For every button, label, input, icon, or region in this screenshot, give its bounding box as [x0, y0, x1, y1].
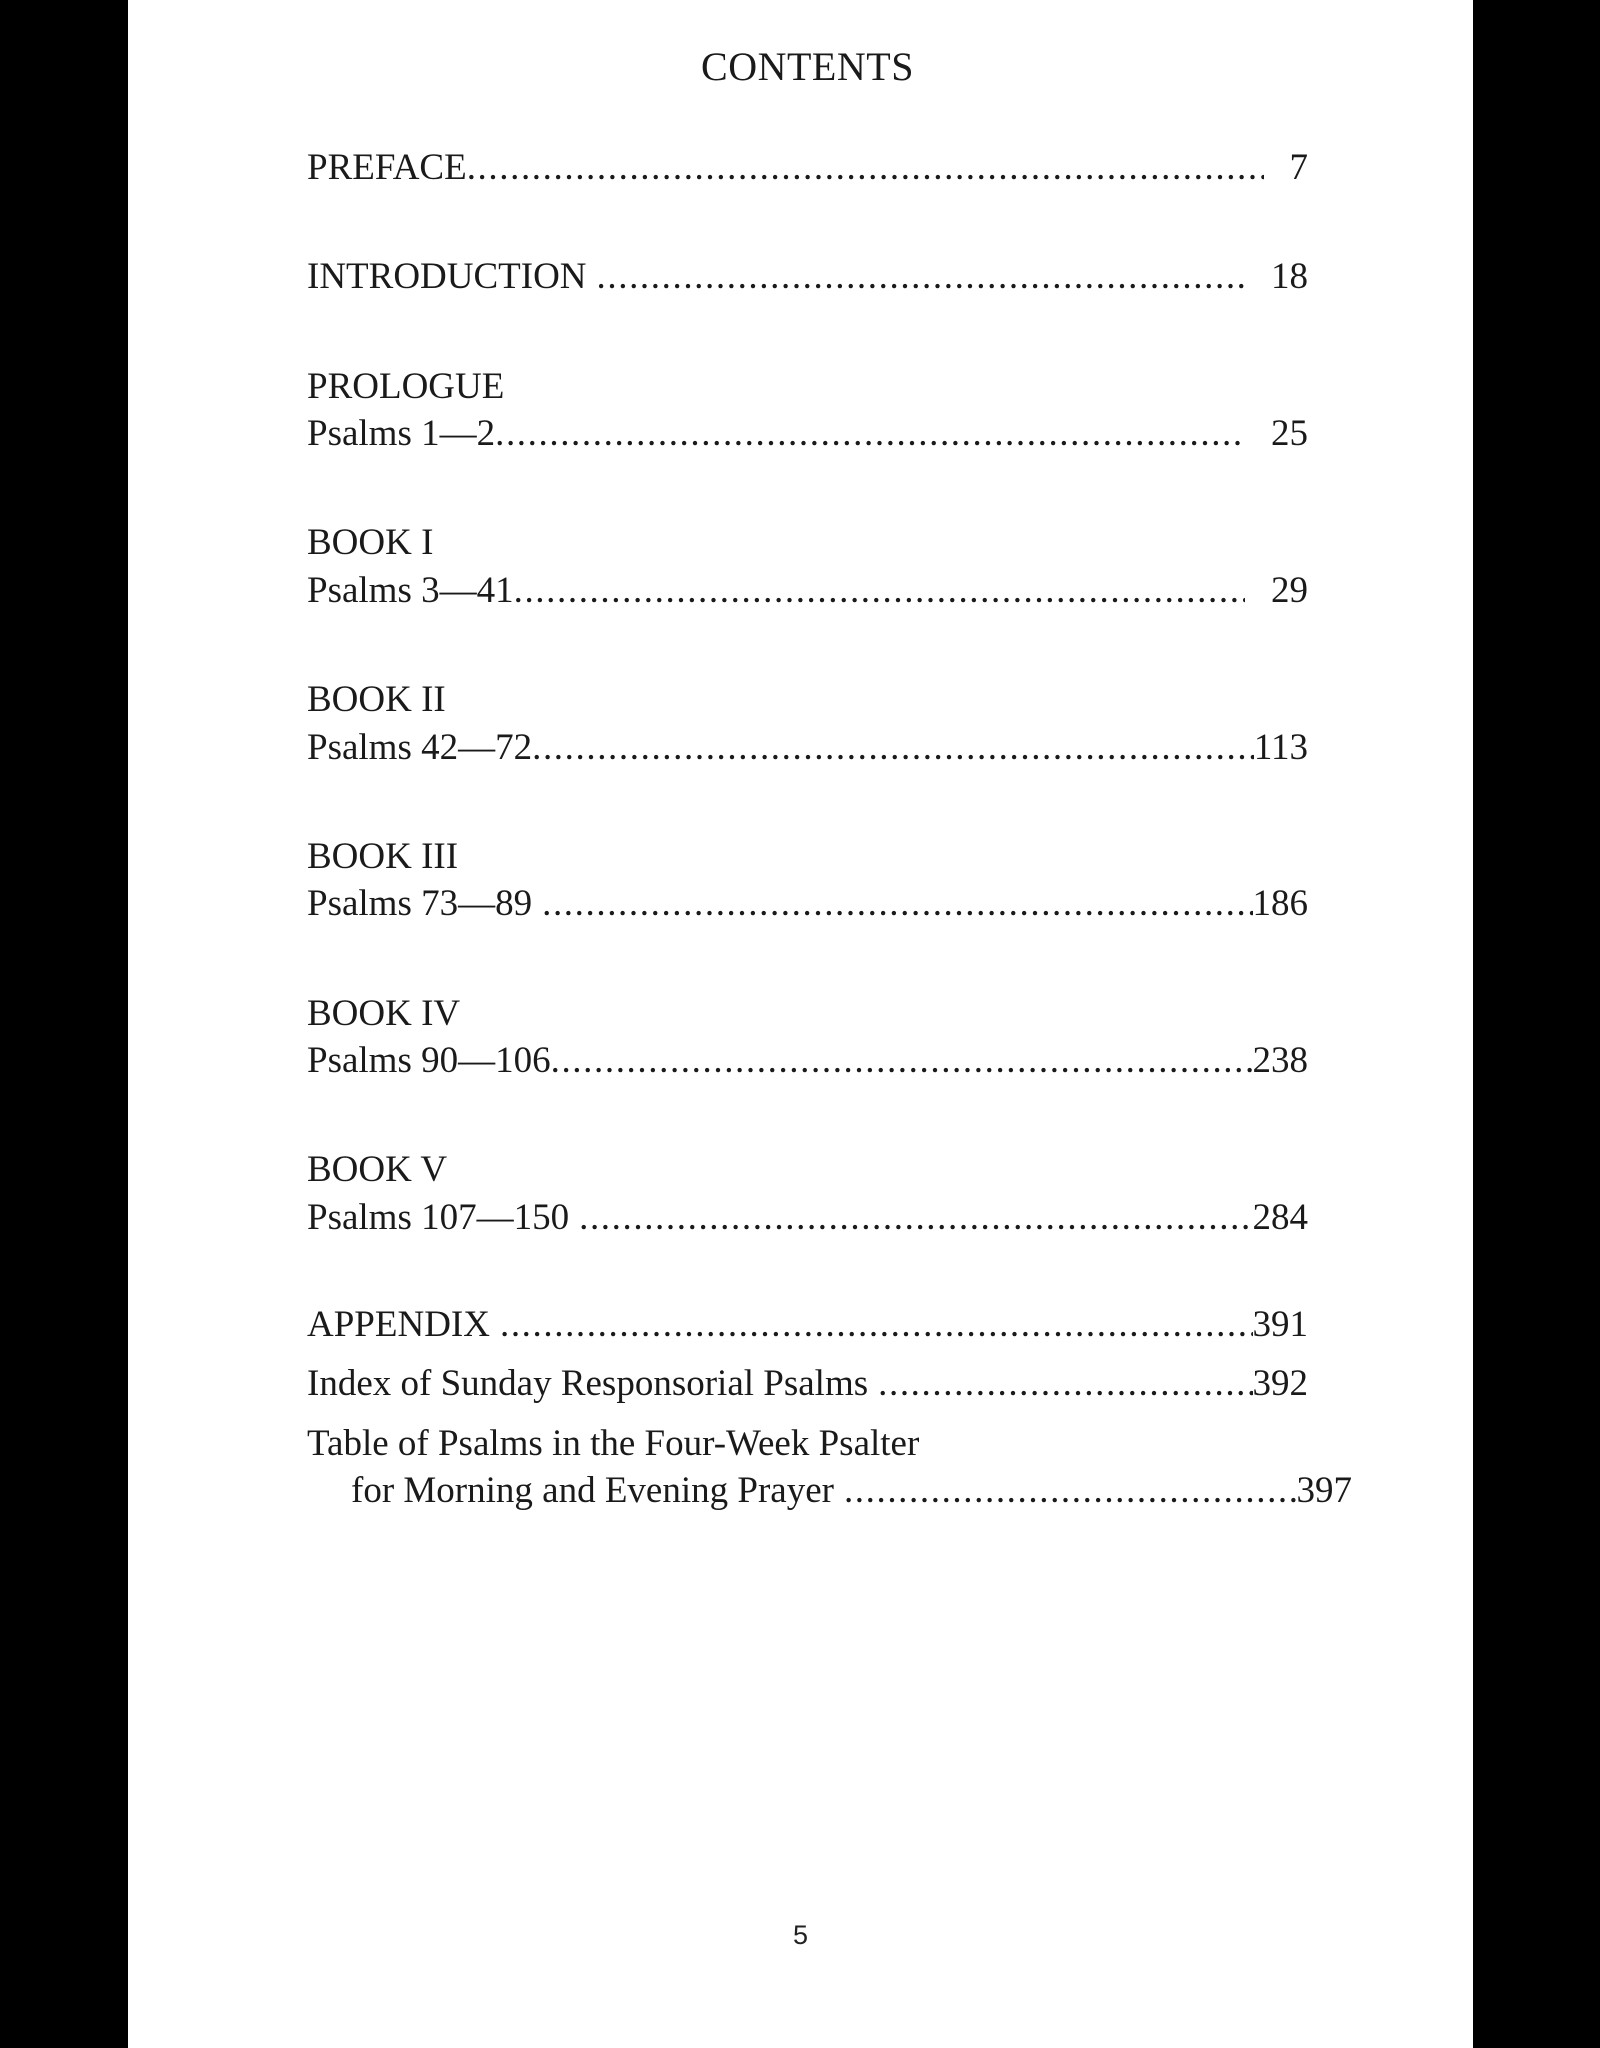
toc-entry-prologue — [307, 363, 1308, 458]
toc-entry-preface — [307, 144, 1308, 191]
folio-page-number: 5 — [792, 1920, 809, 1950]
toc-entry-introduction — [307, 253, 1308, 300]
toc-label-table-of-psalms-line1: Table of Psalms in the Four-Week Psalter — [307, 1422, 920, 1464]
toc-row-book-v[interactable] — [307, 1194, 1308, 1241]
leader-dots — [532, 724, 1254, 771]
toc-heading-book-i: BOOK I — [307, 522, 434, 564]
leader-dots — [878, 1360, 1252, 1407]
toc-entry-book-iv — [307, 990, 1308, 1085]
toc-page-book-ii: 113 — [1253, 726, 1308, 768]
toc-page-introduction: 18 — [1271, 256, 1308, 298]
toc-row-prologue[interactable] — [307, 410, 1308, 457]
toc-heading-book-iii: BOOK III — [307, 835, 459, 877]
toc-entry-book-iii — [307, 833, 1308, 928]
toc-entry-book-ii — [307, 676, 1308, 771]
toc-label-appendix: APPENDIX — [307, 1304, 490, 1346]
toc-label-table-of-psalms-line2: for Morning and Evening Prayer — [351, 1470, 834, 1512]
toc-page-book-iii: 186 — [1252, 883, 1308, 925]
toc-heading-book-ii: BOOK II — [307, 679, 446, 721]
toc-label-book-iv: Psalms 90—106 — [307, 1039, 551, 1081]
toc-heading-book-v: BOOK V — [307, 1149, 448, 1191]
leader-dots — [514, 567, 1245, 614]
toc-label-prologue: Psalms 1—2 — [307, 413, 496, 455]
toc-page-book-v: 284 — [1252, 1196, 1308, 1238]
toc-page-table-of-psalms-four-week-psalter: 397 — [1296, 1470, 1352, 1512]
toc-label-book-ii: Psalms 42—72 — [307, 726, 533, 768]
toc-entry-appendix — [307, 1301, 1308, 1348]
toc-page-index-sunday-responsorial-psalms: 392 — [1252, 1363, 1308, 1405]
toc-label-book-v: Psalms 107—150 — [307, 1196, 570, 1238]
leader-dots — [844, 1467, 1297, 1514]
toc-entry-table-of-psalms-four-week-psalter — [307, 1420, 1352, 1515]
toc-row-index-sunday-responsorial-psalms[interactable] — [307, 1360, 1308, 1407]
table-of-contents-list — [307, 144, 1352, 1514]
toc-page-book-iv: 238 — [1252, 1039, 1308, 1081]
toc-label-index-sunday-responsorial-psalms: Index of Sunday Responsorial Psalms — [307, 1363, 869, 1405]
toc-heading-prologue: PROLOGUE — [307, 365, 505, 407]
toc-label-book-iii: Psalms 73—89 — [307, 883, 533, 925]
toc-label-introduction: INTRODUCTION — [307, 256, 587, 298]
leader-dots — [495, 410, 1245, 457]
toc-row-book-iii[interactable] — [307, 880, 1308, 927]
leader-dots — [542, 880, 1252, 927]
toc-page-preface: 7 — [1289, 147, 1308, 188]
book-page — [128, 0, 1473, 2048]
leader-dots — [500, 1301, 1253, 1348]
toc-entry-book-v — [307, 1146, 1308, 1241]
toc-page-appendix: 391 — [1252, 1304, 1308, 1346]
page-content-column — [307, 0, 1352, 2048]
leader-dots — [551, 1037, 1253, 1084]
toc-label-preface: PREFACE — [307, 147, 467, 188]
toc-page-prologue: 25 — [1271, 413, 1308, 455]
leader-dots — [467, 144, 1264, 191]
toc-row-introduction[interactable] — [307, 253, 1308, 300]
toc-row-book-iv[interactable] — [307, 1037, 1308, 1084]
toc-row-appendix[interactable] — [307, 1301, 1308, 1348]
toc-row-table-of-psalms-four-week-psalter[interactable] — [307, 1467, 1352, 1514]
toc-row-book-ii[interactable] — [307, 724, 1308, 771]
toc-entry-index-sunday-responsorial-psalms — [307, 1360, 1308, 1407]
toc-entry-book-i — [307, 519, 1308, 614]
leader-dots — [579, 1194, 1252, 1241]
toc-heading-book-iv: BOOK IV — [307, 992, 461, 1034]
toc-page-book-i: 29 — [1271, 569, 1308, 611]
leader-dots — [597, 253, 1245, 300]
toc-label-book-i: Psalms 3—41 — [307, 569, 514, 611]
toc-row-preface[interactable] — [307, 144, 1308, 191]
toc-row-book-i[interactable] — [307, 567, 1308, 614]
page-title: CONTENTS — [701, 44, 914, 89]
